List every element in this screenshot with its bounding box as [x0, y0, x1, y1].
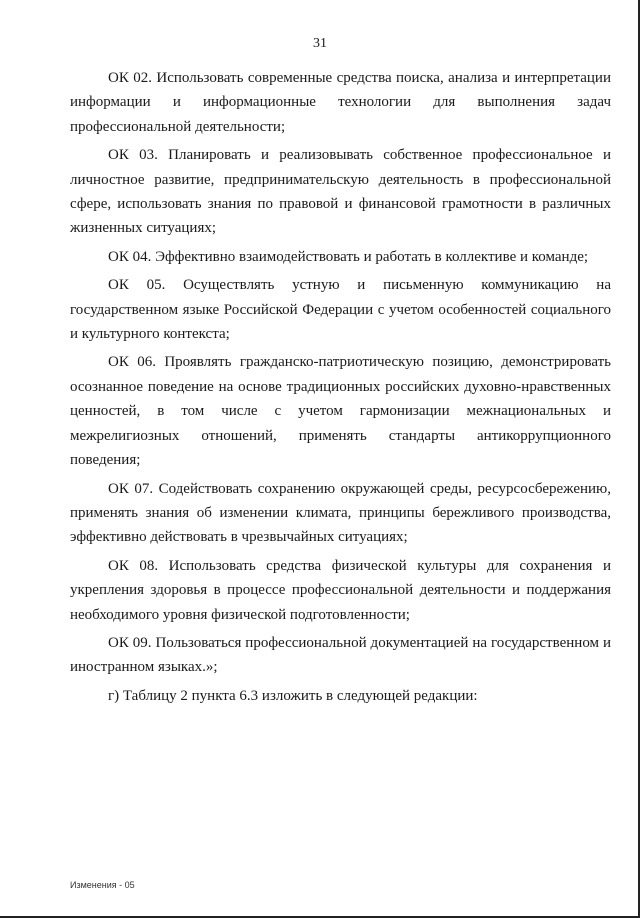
paragraph-ok-09: ОК 09. Пользоваться профессиональной документацией на государственном и иностранном языках.»; [70, 634, 611, 676]
paragraph-ok-07: ОК 07. Содействовать сохранению окружающей среды, ресурсосбережению, применять знания об изменении климата, принципы бережливого производства, эффективно действовать в чрезвычайных ситуациях; [70, 480, 611, 546]
page-number: 31 [313, 36, 327, 51]
paragraph-ok-03: ОК 03. Планировать и реализовывать собственное профессиональное и личностное развитие, предпринимательскую деятельность в профессиональной сфере, использовать знания по правовой и финансовой грамотности в различных жизненных ситуациях; [70, 147, 611, 237]
footer-revision-note: Изменения - 05 [70, 880, 135, 890]
paragraph-ok-02: ОК 02. Использовать современные средства поиска, анализа и интерпретации информации и информационные технологии для выполнения задач профессиональной деятельности; [70, 70, 611, 135]
paragraph-ok-06: ОК 06. Проявлять гражданско-патриотическую позицию, демонстрировать осознанное поведение на основе традиционных российских духовно-нравственных ценностей, в том числе с учетом гармонизации межнациональных и межрелигиозных отношений, применять стандарты антикоррупционного поведения; [70, 354, 611, 469]
paragraph-ok-05: ОК 05. Осуществлять устную и письменную коммуникацию на государственном языке Российской Федерации с учетом особенностей социального и культурного контекста; [70, 277, 611, 343]
document-body [70, 66, 611, 712]
paragraph-table-instruction: г) Таблицу 2 пункта 6.3 изложить в следующей редакции: [108, 687, 478, 704]
paragraph-ok-08: ОК 08. Использовать средства физической культуры для сохранения и укрепления здоровья в процессе профессиональной деятельности и поддержания необходимого уровня физической подготовленности; [70, 557, 611, 623]
paragraph-ok-04: ОК 04. Эффективно взаимодействовать и работать в коллективе и команде; [108, 248, 589, 265]
